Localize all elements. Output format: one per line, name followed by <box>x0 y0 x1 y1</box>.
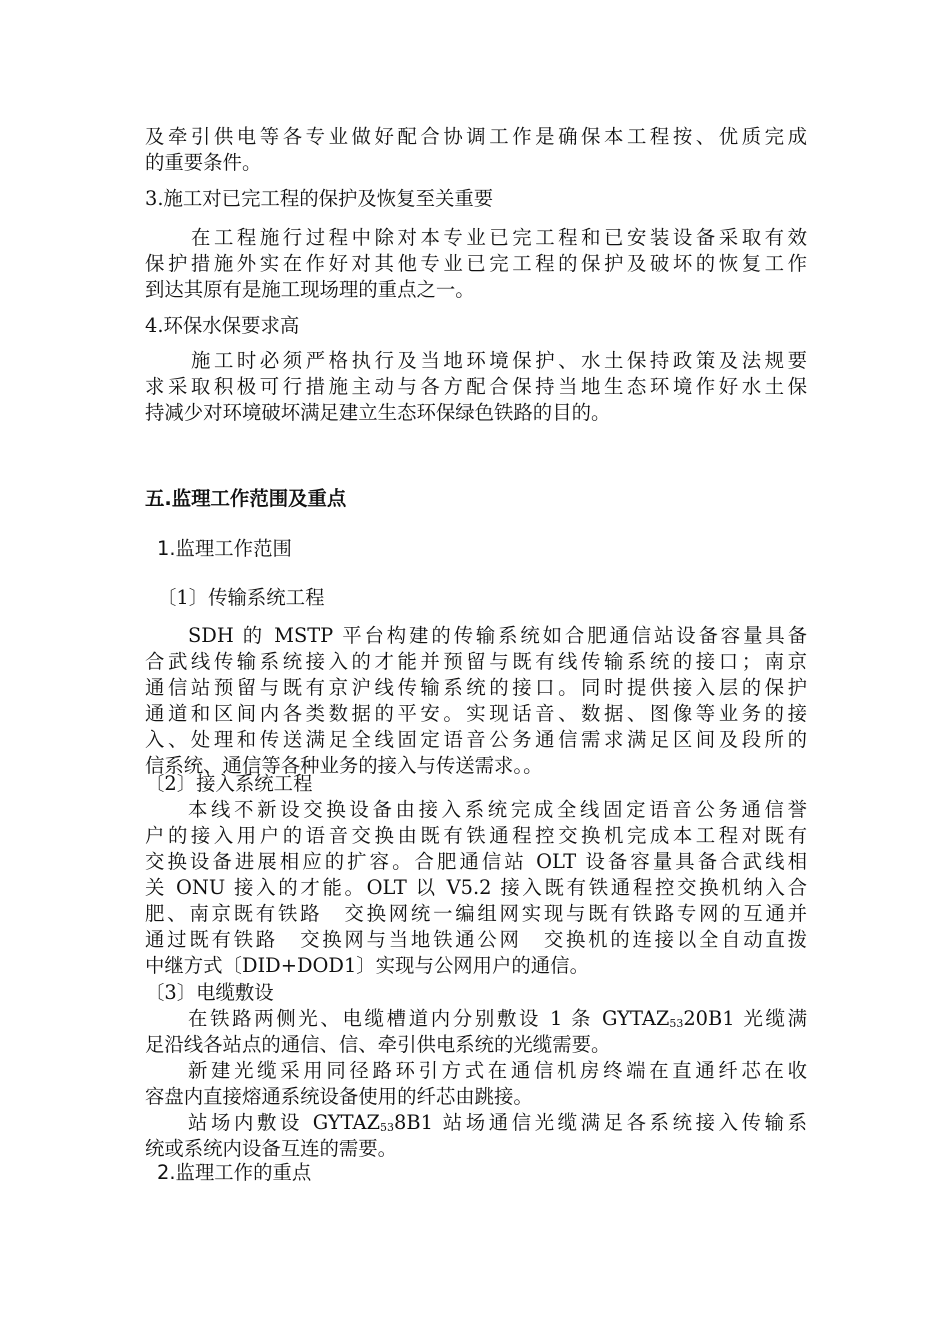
text-line: 本线不新设交换设备由接入系统完成全线固定语音公务通信誉 <box>188 798 807 821</box>
text-line: 通过既有铁路 交换网与当地铁通公网 交换机的连接以全自动直拨 <box>145 928 807 951</box>
text-line <box>145 1006 807 1032</box>
part3-title: 〔3〕电缆敷设 <box>145 981 274 1004</box>
text-line: 信系统、通信等各种业务的接入与传送需求。。 <box>145 754 543 777</box>
text-fragment: 8B1 站场通信光缆满足各系统接入传输系 <box>394 1111 807 1134</box>
text-line: 肥、南京既有铁路 交换网统一编组网实现与既有铁路专网的互通并 <box>145 902 807 925</box>
item4-paragraph <box>145 348 807 426</box>
text-line: 容盘内直接熔通系统设备使用的纤芯由跳接。 <box>145 1085 533 1108</box>
part1-paragraph <box>145 623 807 779</box>
text-line <box>145 1110 807 1136</box>
text-line: 持减少对环境破坏满足建立生态环保绿色铁路的目的。 <box>145 401 611 424</box>
text-line: SDH 的 MSTP 平台构建的传输系统如合肥通信站设备容量具备 <box>188 624 807 647</box>
subscript: 53 <box>380 1121 395 1134</box>
subsection-heading: 2.监理工作的重点 <box>157 1161 312 1184</box>
text-line: 在工程施行过程中除对本专业已完工程和已安装设备采取有效 <box>191 226 807 249</box>
text-line: 新建光缆采用同径路环引方式在通信机房终端在直通纤芯在收 <box>188 1059 807 1082</box>
text-line: 的重要条件。 <box>145 151 262 174</box>
subsection-heading: 1.监理工作范围 <box>157 537 292 560</box>
text-line: 保护措施外实在作好对其他专业已完工程的保护及破坏的恢复工作 <box>145 252 807 275</box>
part2-title: 〔2〕接入系统工程 <box>145 772 313 795</box>
text-line: 足沿线各站点的通信、信、牵引供电系统的光缆需要。 <box>145 1033 611 1056</box>
section-heading: 五.监理工作范围及重点 <box>145 487 347 510</box>
text-line: 入、处理和传送满足全线固定语音公务通信需求满足区间及段所的 <box>145 728 807 751</box>
text-line: 中继方式〔DID+DOD1〕实现与公网用户的通信。 <box>145 954 589 977</box>
text-line: 施工时必须严格执行及当地环境保护、水土保持政策及法规要 <box>191 349 807 372</box>
text-fragment: 站场内敷设 GYTAZ <box>188 1111 381 1134</box>
part2-paragraph <box>145 797 807 979</box>
item3-title: 3.施工对已完工程的保护及恢复至关重要 <box>145 187 494 210</box>
text-line: 交换设备进展相应的扩容。合肥通信站 OLT 设备容量具备合武线相 <box>145 850 807 873</box>
text-line: 通道和区间内各类数据的平安。实现话音、数据、图像等业务的接 <box>145 702 807 725</box>
text-fragment: 20B1 光缆满 <box>683 1007 807 1030</box>
part3-paragraph <box>145 1006 807 1162</box>
subscript: 53 <box>669 1017 684 1030</box>
text-line: 到达其原有是施工现场理的重点之一。 <box>145 278 475 301</box>
text-fragment: 在铁路两侧光、电缆槽道内分别敷设 1 条 GYTAZ <box>188 1007 670 1030</box>
text-line: 求采取积极可行措施主动与各方配合保持当地生态环境作好水土保 <box>145 375 807 398</box>
text-line: 统或系统内设备互连的需要。 <box>145 1137 398 1160</box>
text-line: 关 ONU 接入的才能。OLT 以 V5.2 接入既有铁通程控交换机纳入合 <box>145 876 807 899</box>
item4-title: 4.环保水保要求高 <box>145 314 300 337</box>
text-line: 户的接入用户的语音交换由既有铁通程控交换机完成本工程对既有 <box>145 824 807 847</box>
intro-paragraph <box>145 124 807 176</box>
part1-title: 〔1〕传输系统工程 <box>157 586 325 609</box>
text-line: 及牵引供电等各专业做好配合协调工作是确保本工程按、优质完成 <box>145 125 807 148</box>
item3-paragraph <box>145 225 807 303</box>
text-line: 合武线传输系统接入的才能并预留与既有线传输系统的接口；南京 <box>145 650 807 673</box>
text-line: 通信站预留与既有京沪线传输系统的接口。同时提供接入层的保护 <box>145 676 807 699</box>
